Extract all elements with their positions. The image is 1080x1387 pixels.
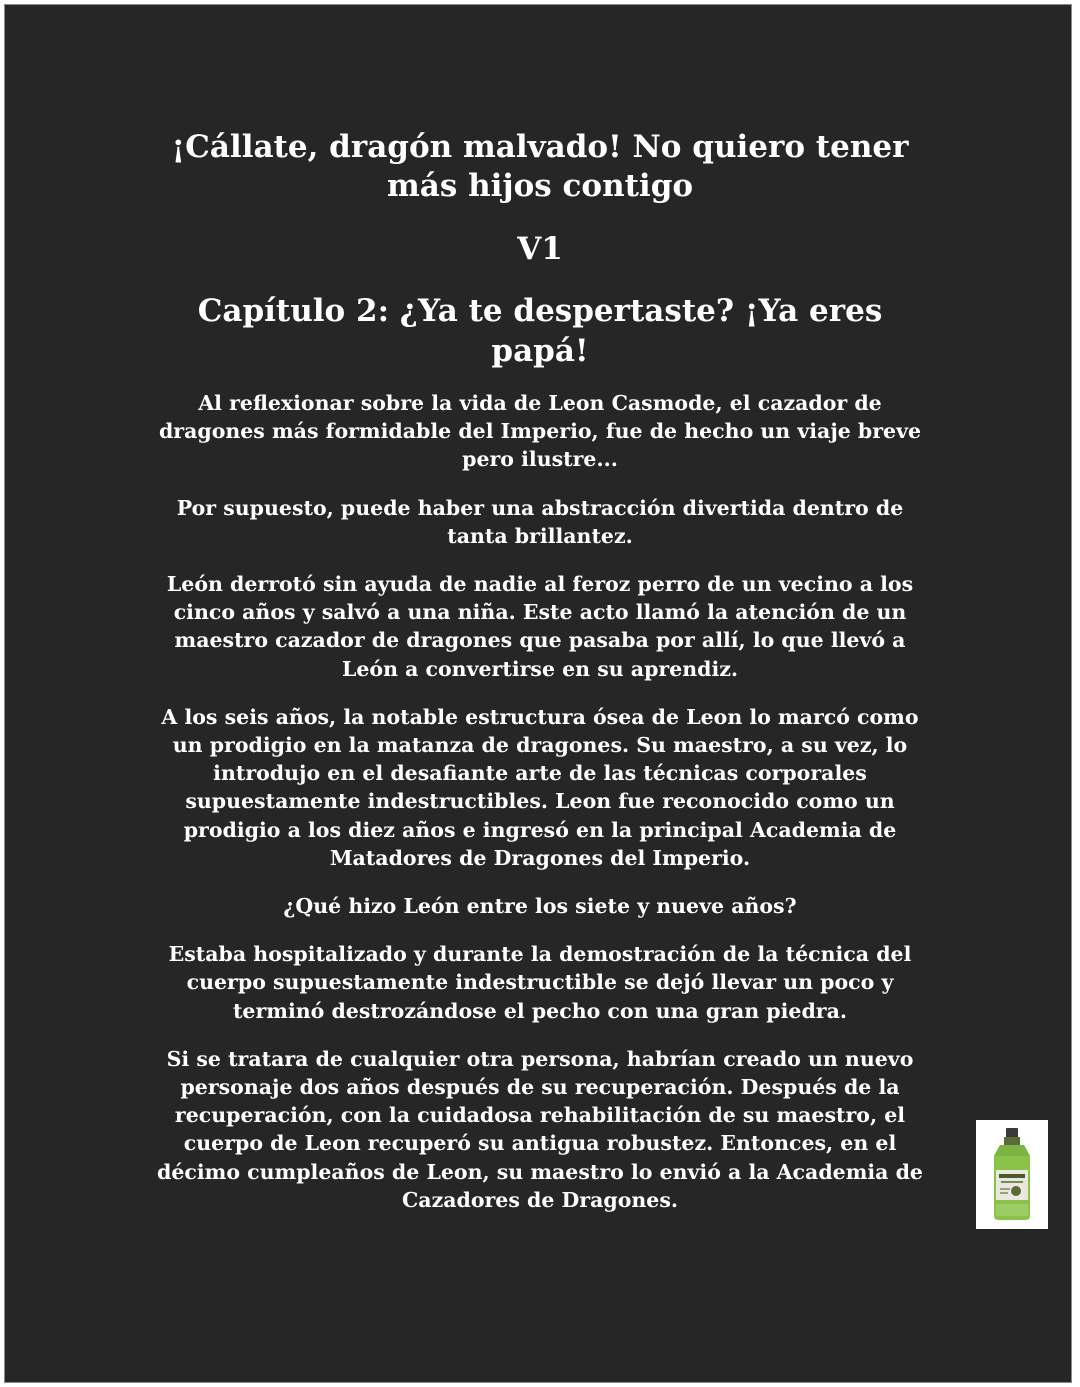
- paragraph: Por supuesto, puede haber una abstracción divertida dentro de tanta brillantez.: [176, 495, 904, 548]
- paragraph: Al reflexionar sobre la vida de Leon Casmode, el cazador de dragones más formidable del Imperio, fue de hecho un viaje breve pero ilustre...: [158, 391, 922, 472]
- paragraph: A los seis años, la notable estructura ósea de Leon lo marcó como un prodigio en la matanza de dragones. Su maestro, a su vez, lo introdujo en el desafiante arte de las técnicas corporales supuestamente indestructibles. Leon fue reconocido como un prodigio a los diez años e ingresó en la principal Academia de Matadores de Dragones del Imperio.: [161, 704, 919, 870]
- chapter-content: [150, 128, 930, 1214]
- paragraph: León derrotó sin ayuda de nadie al feroz perro de un vecino a los cinco años y salvó a una niña. Este acto llamó la atención de un maestro cazador de dragones que pasaba por allí, lo que llevó a León a convertirse en su aprendiz.: [166, 572, 914, 681]
- paragraph: Estaba hospitalizado y durante la demostración de la técnica del cuerpo supuestamente indestructible se dejó llevar un poco y terminó destrozándose el pecho con una gran piedra.: [168, 942, 912, 1023]
- novel-title: ¡Cállate, dragón malvado! No quiero tener más hijos contigo: [171, 129, 909, 204]
- paragraph: ¿Qué hizo León entre los siete y nueve años?: [283, 894, 797, 919]
- chapter-title: Capítulo 2: ¿Ya te despertaste? ¡Ya eres papá!: [197, 293, 883, 369]
- volume-label: V1: [517, 231, 563, 267]
- ad-thumbnail[interactable]: [976, 1120, 1048, 1229]
- green-bottle-icon: [976, 1120, 1048, 1229]
- paragraph: Si se tratara de cualquier otra persona, habrían creado un nuevo personaje dos años después de su recuperación. Después de la recuperación, con la cuidadosa rehabilitación de su maestro, el cuerpo de Leon recuperó su antigua robustez. Entonces, en el décimo cumpleaños de Leon, su maestro lo envió a la Academia de Cazadores de Dragones.: [157, 1046, 923, 1212]
